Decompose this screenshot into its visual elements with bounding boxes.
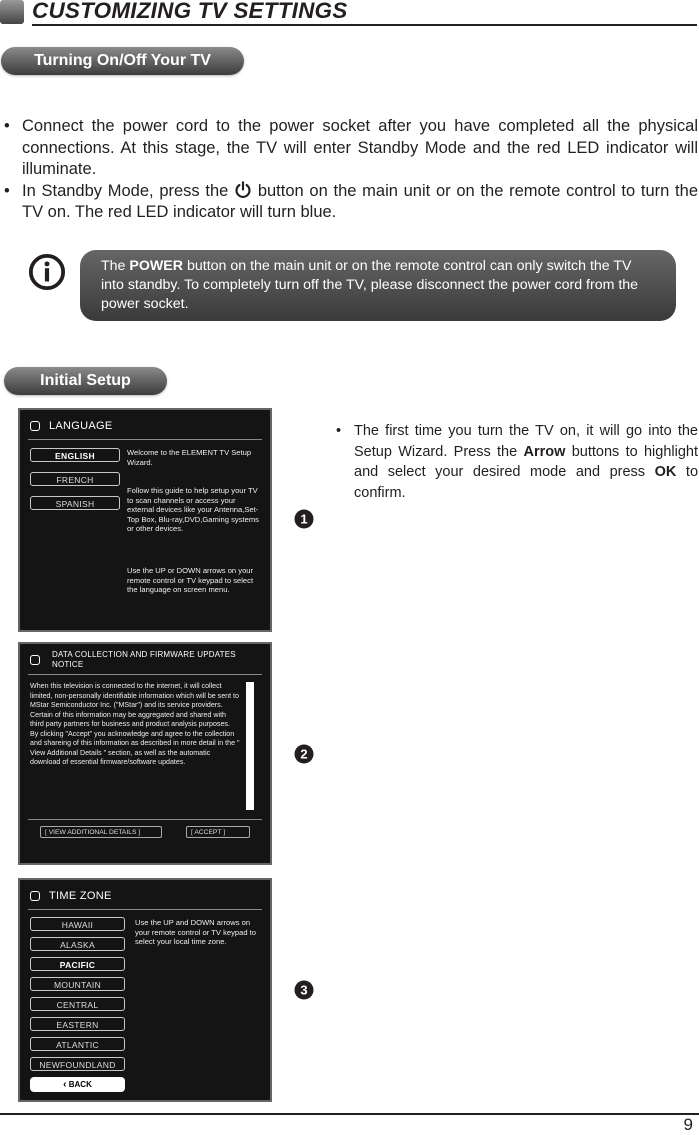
header-square-icon <box>0 0 24 24</box>
option-french[interactable]: FRENCH <box>30 472 120 486</box>
zone-hawaii[interactable]: HAWAII <box>30 917 125 931</box>
screen-divider <box>28 819 262 820</box>
header-rule <box>32 24 697 26</box>
zone-central[interactable]: CENTRAL <box>30 997 125 1011</box>
section-heading-setup: Initial Setup <box>4 367 167 395</box>
screen-divider <box>28 439 262 440</box>
zone-mountain[interactable]: MOUNTAIN <box>30 977 125 991</box>
page-title: CUSTOMIZING TV SETTINGS <box>32 0 348 23</box>
timezone-instruction: Use the UP and DOWN arrows on your remote control or TV keypad to select your local time zone. <box>135 918 256 947</box>
welcome-text: Welcome to the ELEMENT TV Setup Wizard. <box>127 448 252 467</box>
note-text: button on the main unit or on the remote control can only switch the TV into standby. To completely turn off the TV, please disconnect the power cord from the power socket. <box>101 258 639 312</box>
bullet-text: Connect the power cord to the power socket after you have completed all the physical connections. At this stage, the TV will enter Standby Mode and the red LED indicator will illuminate. <box>22 117 698 178</box>
screen-data-collection <box>18 642 272 865</box>
screen-language <box>18 408 272 632</box>
notice-body: When this television is connected to the internet, it will collect limited, non-personally identifiable information which will be sent to MStar Semiconductor Inc. ("MStar") and its service providers. Certain of this information may be aggregated and shared with third party partners for business and product analysis purposes. By clicking "Accept" you acknowledge and agree to the collection and shareing of this information as described in more detail in the " View Additional Details " section, as well as the automatic download of essential firmware/software updates. <box>30 682 240 766</box>
screen-divider <box>28 674 262 675</box>
svg-text:1: 1 <box>300 511 308 527</box>
option-spanish[interactable]: SPANISH <box>30 496 120 510</box>
bullet-standby <box>4 181 698 224</box>
view-details-button[interactable]: [ VIEW ADDITIONAL DETAILS ] <box>40 826 162 838</box>
step-3-icon <box>294 980 314 1000</box>
bullet-text: In Standby Mode, press the <box>22 181 229 200</box>
screen-divider <box>28 909 262 910</box>
section-heading-power: Turning On/Off Your TV <box>1 47 244 75</box>
instruction-text: Use the UP or DOWN arrows on your remote control or TV keypad to select the language on screen menu. <box>127 566 254 595</box>
step-1-icon <box>294 509 314 529</box>
setup-bullet <box>336 421 698 503</box>
step-2-icon <box>294 744 314 764</box>
zone-pacific[interactable]: PACIFIC <box>30 957 125 971</box>
power-bullet-list <box>4 116 698 224</box>
setup-bullet-text: The first time you turn the TV on, it will go into the Setup Wizard. Press the Arrow buttons to highlight and select your desired mode and press OK to confirm. <box>354 423 699 501</box>
back-label: BACK <box>68 1080 92 1089</box>
zone-atlantic[interactable]: ATLANTIC <box>30 1037 125 1051</box>
footer-rule <box>0 1113 699 1115</box>
scrollbar[interactable] <box>246 682 254 810</box>
zone-alaska[interactable]: ALASKA <box>30 937 125 951</box>
zone-eastern[interactable]: EASTERN <box>30 1017 125 1031</box>
screen-title: TIME ZONE <box>49 890 112 902</box>
svg-text:2: 2 <box>300 746 308 762</box>
screen-title: DATA COLLECTION AND FIRMWARE UPDATES NOTICE <box>52 650 236 669</box>
back-arrow-icon: ‹ <box>63 1079 67 1090</box>
zone-newfoundland[interactable]: NEWFOUNDLAND <box>30 1057 125 1071</box>
note-bold: POWER <box>129 258 184 274</box>
info-icon <box>28 253 66 291</box>
note-prefix: The <box>101 258 126 274</box>
screen-box-icon <box>30 655 40 665</box>
screen-box-icon <box>30 421 40 431</box>
bullet-connect-power <box>4 116 698 181</box>
accept-button[interactable]: [ ACCEPT ] <box>186 826 250 838</box>
bullet-text: button on the main unit or on the remote control to turn the TV on. The red LED indicator will turn blue. <box>22 181 698 221</box>
back-button[interactable] <box>30 1077 125 1092</box>
screen-box-icon <box>30 891 40 901</box>
bullet-marker: • <box>336 423 342 439</box>
page-number: 9 <box>683 1115 693 1134</box>
screen-title: LANGUAGE <box>49 420 113 432</box>
power-icon <box>234 181 252 199</box>
power-note <box>80 250 676 321</box>
bullet-marker: • <box>4 117 10 135</box>
screen-time-zone <box>18 878 272 1102</box>
svg-text:3: 3 <box>300 982 308 998</box>
bullet-marker: • <box>4 181 10 200</box>
option-english[interactable]: ENGLISH <box>30 448 120 462</box>
guide-text: Follow this guide to help setup your TV to scan channels or access your external devices like your Antenna,Set-Top Box, Blu-ray,DVD,Gaming systems or other devices. <box>127 486 259 534</box>
